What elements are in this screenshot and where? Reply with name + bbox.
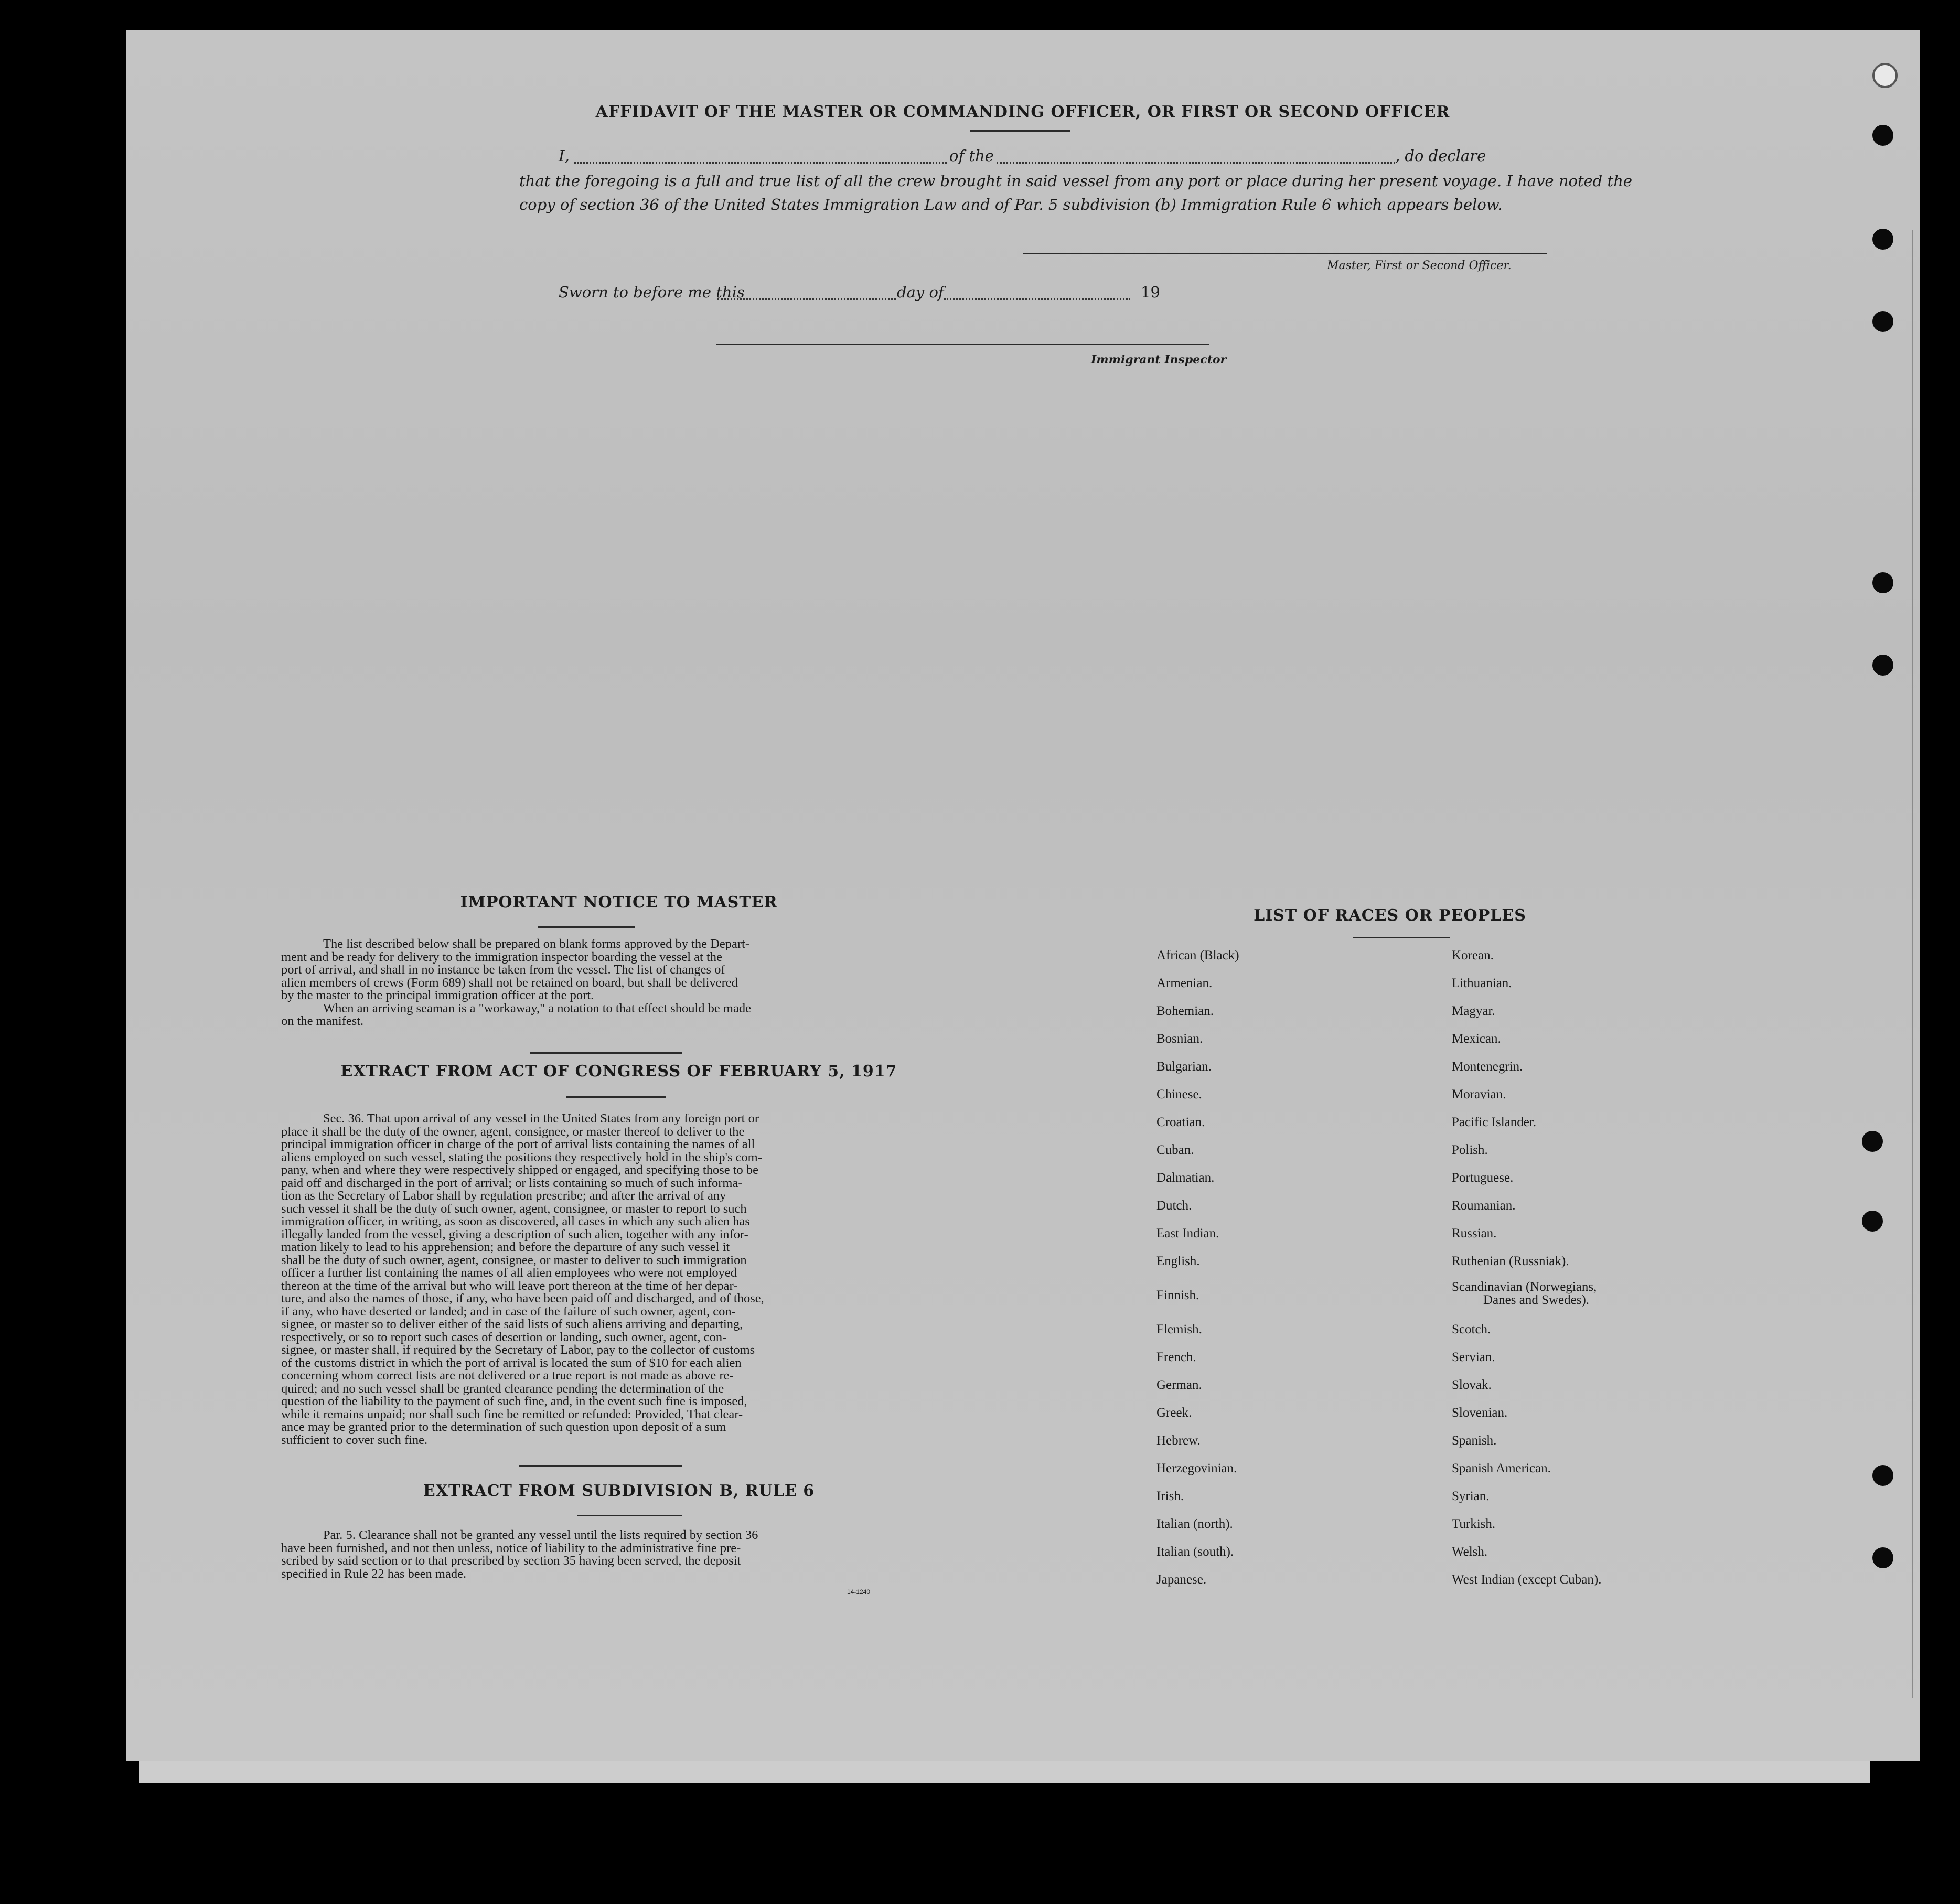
race-item: Scotch. [1452,1322,1491,1336]
race-item: English. [1156,1254,1200,1268]
affidavit-text-line2: that the foregoing is a full and true list of all the crew brought in said vessel from any port or place during her present voyage. I have noted the [519,172,1633,190]
act-line: paid off and discharged in the port of arrival; or lists containing so much of such informa- [281,1175,743,1190]
act-line: sufficient to cover such fine. [281,1432,428,1447]
rule-line: specified in Rule 22 has been made. [281,1566,467,1581]
binder-hole-icon [1872,572,1893,593]
race-item: Dalmatian. [1156,1171,1215,1185]
race-item: Spanish American. [1452,1461,1551,1475]
race-item: Croatian. [1156,1115,1205,1129]
affidavit-of-the-label: of the [949,147,994,165]
race-item: Italian (north). [1156,1517,1233,1531]
extract-rule-text [281,1529,883,1580]
act-line: thereon at the time of the arrival but who will leave port thereon at the time of her depar- [281,1278,738,1293]
act-line: concerning whom correct lists are not delivered or a true report is not made as above re- [281,1368,734,1383]
race-item: German. [1156,1378,1202,1392]
act-line: illegally landed from the vessel, giving a description of such alien, together with any infor- [281,1227,748,1242]
affidavit-i-label: I, [559,147,570,165]
act-line: signee, or master shall, if required by the Secretary of Labor, pay to the collector of customs [281,1343,755,1357]
margin-line [1912,230,1913,1698]
binder-hole-icon [1862,1131,1883,1152]
race-item: Welsh. [1452,1545,1488,1559]
race-item: Herzegovinian. [1156,1461,1237,1475]
notice-line: port of arrival, and shall in no instance be taken from the vessel. The list of changes of [281,962,725,977]
rule-line: scribed by said section or to that prescribed by section 35 having been served, the deposit [281,1554,741,1568]
race-item: Bulgarian. [1156,1060,1212,1074]
race-item-continuation: Danes and Swedes). [1483,1293,1590,1307]
extract-act-text [281,1113,883,1447]
binder-hole-icon [1872,655,1893,676]
document-page [126,30,1920,1761]
section-divider [519,1465,682,1467]
master-signature-caption: Master, First or Second Officer. [1327,259,1512,272]
act-line: aliens employed on such vessel, stating the positions they respectively hold in the ship's com- [281,1150,762,1164]
race-item: Cuban. [1156,1143,1194,1157]
race-item: Dutch. [1156,1199,1192,1213]
race-item: Flemish. [1156,1322,1202,1336]
race-item: Syrian. [1452,1489,1490,1503]
notice-divider [538,926,635,928]
act-line: such vessel it shall be the duty of such owner, agent, consignee, or master to report to such [281,1201,747,1216]
section-divider [530,1052,682,1054]
vessel-field-line [997,162,1395,164]
races-title: LIST OF RACES OR PEOPLES [1254,906,1526,925]
binder-hole-icon [1872,1465,1893,1486]
races-divider [1353,937,1450,938]
race-item: Turkish. [1452,1517,1496,1531]
affidavit-title: AFFIDAVIT OF THE MASTER OR COMMANDING OFFICER, OR FIRST OR SECOND OFFICER [595,103,1450,121]
act-line: immigration officer, in writing, as soon as discovered, all cases in which any such alien has [281,1214,750,1228]
race-item: Portuguese. [1452,1171,1514,1185]
race-item: Pacific Islander. [1452,1115,1537,1129]
act-line: if any, who have deserted or landed; and in case of the failure of such owner, agent, con- [281,1304,736,1319]
act-line: quired; and no such vessel shall be granted clearance pending the determination of the [281,1381,724,1396]
act-line: ture, and also the names of those, if any, who have been paid off and discharged, and of those, [281,1291,764,1306]
race-item: Ruthenian (Russniak). [1452,1254,1569,1268]
affidavit-do-declare: , do declare [1395,147,1486,165]
race-item: Magyar. [1452,1004,1495,1018]
race-item: Hebrew. [1156,1434,1201,1448]
sworn-day-line [717,298,896,300]
extract-rule-title: EXTRACT FROM SUBDIVISION B, RULE 6 [423,1482,815,1500]
binder-hole-icon [1862,1211,1883,1232]
race-item: Japanese. [1156,1573,1207,1587]
notice-line: The list described below shall be prepared on blank forms approved by the Depart- [323,937,749,951]
race-item: Finnish. [1156,1288,1199,1302]
notice-line: by the master to the principal immigration officer at the port. [281,988,594,1002]
notice-line: When an arriving seaman is a "workaway," a notation to that effect should be made [323,1001,751,1015]
race-item: Bosnian. [1156,1032,1203,1046]
binder-hole-icon [1872,229,1893,250]
race-item: Mexican. [1452,1032,1501,1046]
act-line: shall be the duty of such owner, agent, consignee, or master to deliver to such immigration [281,1253,747,1267]
sworn-year: 19 [1141,283,1160,301]
extract-act-title: EXTRACT FROM ACT OF CONGRESS OF FEBRUARY 5, 1917 [340,1062,897,1081]
race-item: Montenegrin. [1452,1060,1523,1074]
act-line: officer a further list containing the names of all alien employees who were not employed [281,1266,737,1280]
act-line: question of the liability to the payment of such fine, and, in the event such fine is imposed, [281,1394,747,1408]
binder-hole-icon [1872,125,1893,146]
race-item: African (Black) [1156,948,1239,962]
notice-text [281,938,883,1028]
race-item: Armenian. [1156,976,1213,990]
act-line: ance may be granted prior to the determination of such question upon deposit of a sum [281,1420,726,1434]
race-item: Korean. [1452,948,1494,962]
act-line: Sec. 36. That upon arrival of any vessel in the United States from any foreign port or [323,1111,759,1126]
race-item: West Indian (except Cuban). [1452,1573,1602,1587]
race-item: Greek. [1156,1406,1192,1420]
notice-line: ment and be ready for delivery to the immigration inspector boarding the vessel at the [281,949,722,964]
race-item: Lithuanian. [1452,976,1512,990]
rule-line: have been furnished, and not then unless, notice of liability to the administrative fine pre- [281,1541,741,1555]
extract-act-divider [566,1096,666,1098]
notice-line: alien members of crews (Form 689) shall not be retained on board, but shall be delivered [281,975,738,990]
race-item: French. [1156,1350,1196,1364]
act-line: signee, or master so to deliver either of the said lists of such aliens arriving and departing, [281,1317,743,1331]
inspector-signature-line [716,344,1209,345]
notice-title: IMPORTANT NOTICE TO MASTER [460,893,778,912]
race-item: Italian (south). [1156,1545,1234,1559]
race-item: East Indian. [1156,1226,1219,1240]
notice-line: on the manifest. [281,1014,364,1028]
race-item: Russian. [1452,1226,1497,1240]
master-signature-line [1023,253,1547,254]
race-item: Polish. [1452,1143,1488,1157]
affidavit-text-line3: copy of section 36 of the United States Immigration Law and of Par. 5 subdivision (b) Immigration Rule 6 which appears below. [519,196,1503,213]
act-line: mation likely to lead to his apprehension; and before the departure of any such vessel it [281,1240,730,1254]
sworn-prefix: Sworn to before me this [559,283,745,301]
binder-hole-icon [1872,311,1893,332]
race-item: Irish. [1156,1489,1184,1503]
race-item: Slovenian. [1452,1406,1508,1420]
act-line: tion as the Secretary of Labor shall by regulation prescribe; and after the arrival of any [281,1189,726,1203]
act-line: respectively, or so to report such cases of desertion or landing, such owner, agent, con- [281,1330,727,1344]
form-code: 14-1240 [847,1588,871,1596]
race-item: Bohemian. [1156,1004,1214,1018]
extract-rule-divider [577,1515,682,1516]
binder-hole-icon [1872,63,1898,88]
act-line: place it shall be the duty of the owner, agent, consignee, or master thereof to deliver to the [281,1124,745,1139]
race-item: Roumanian. [1452,1199,1516,1213]
act-line: of the customs district in which the port of arrival is located the sum of $10 for each alien [281,1355,742,1370]
sworn-month-line [944,298,1130,300]
rule-line: Par. 5. Clearance shall not be granted any vessel until the lists required by section 36 [323,1528,758,1542]
race-item: Moravian. [1452,1087,1506,1101]
binder-hole-icon [1872,1547,1893,1568]
act-line: principal immigration officer in charge of the port of arrival lists containing the names of all [281,1137,755,1151]
race-item: Slovak. [1452,1378,1492,1392]
act-line: while it remains unpaid; nor shall such fine be remitted or refunded: Provided, That clear- [281,1407,743,1421]
act-line: pany, when and where they were respectively shipped or engaged, and specifying those to be [281,1163,759,1177]
race-item: Spanish. [1452,1434,1497,1448]
name-field-line [574,162,947,164]
inspector-caption: Immigrant Inspector [1091,353,1227,367]
race-item: Servian. [1452,1350,1495,1364]
race-item: Scandinavian (Norwegians, [1452,1280,1597,1294]
race-item: Chinese. [1156,1087,1202,1101]
sworn-day-of: day of [897,283,944,301]
title-divider [970,130,1070,132]
